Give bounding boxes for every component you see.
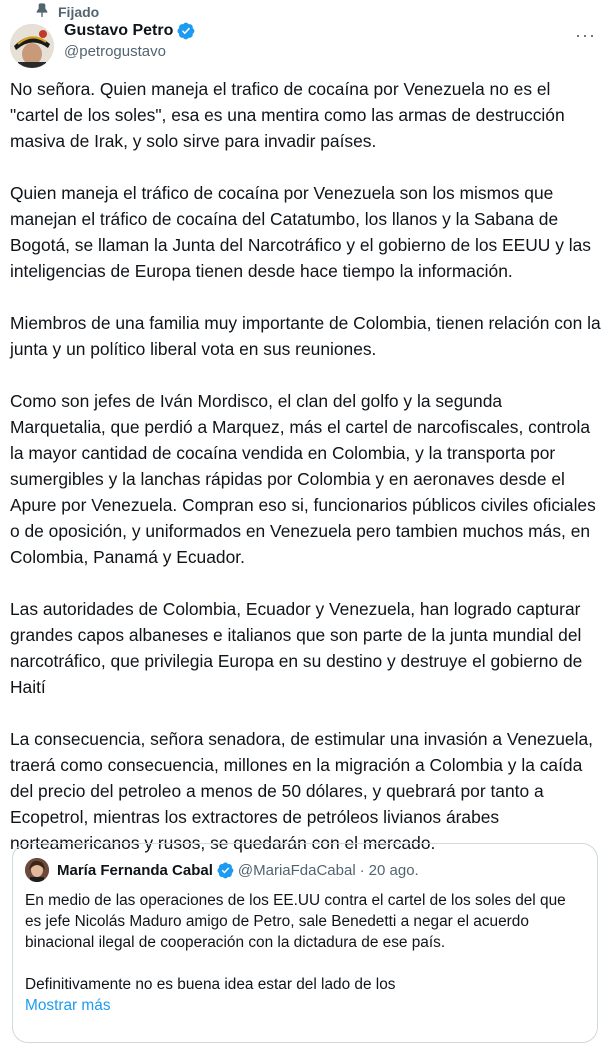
tweet-text [10, 76, 602, 882]
quoted-tweet-text [25, 890, 585, 1016]
author-info [64, 22, 195, 60]
show-more-link[interactable]: Mostrar más [25, 997, 111, 1014]
quoted-author-handle[interactable]: @MariaFdaCabal [237, 861, 356, 879]
quoted-author-name[interactable]: María Fernanda Cabal [57, 861, 213, 879]
tweet-paragraph: Como son jefes de Iván Mordisco, el clan del golfo y la segunda Marquetalia, que perdió a Marquez, más el cartel de narcofiscales, controla la mayor cantidad de cocaína vendida en Colombia, y la transporta por sumergibles y la lanchas rápidas por Colombia y en aeronaves desde el Apure por Venezuela. Compran eso si, funcionarios públicos civiles oficiales o de oposición, y uniformados en Venezuela pero tambien muchos más, en Colombia, Panamá y Ecuador. [10, 391, 596, 567]
separator-dot: · [359, 861, 365, 879]
quoted-tweet-header [25, 858, 585, 882]
verified-badge-icon [217, 862, 234, 879]
more-options-icon[interactable]: ··· [575, 25, 596, 45]
tweet-paragraph: No señora. Quien maneja el trafico de cocaína por Venezuela no es el "cartel de los soles", esa es una mentira como las armas de destrucción masiva de Irak, y solo sirve para invadir países. [10, 79, 565, 151]
pinned-label: Fijado [58, 3, 100, 20]
quoted-paragraph: En medio de las operaciones de los EE.UU contra el cartel de los soles del que es jefe Nicolás Maduro amigo de Petro, sale Benedetti a negar el acuerdo binacional ilegal de cooperación con la dictadura de ese país. [25, 892, 566, 951]
tweet-paragraph: Miembros de una familia muy importante de Colombia, tienen relación con la junta y un político liberal vota en sus reuniones. [10, 313, 601, 359]
verified-badge-icon[interactable] [177, 22, 195, 40]
quoted-author-avatar[interactable] [25, 858, 49, 882]
author-name[interactable]: Gustavo Petro [64, 22, 174, 39]
author-avatar[interactable] [10, 24, 54, 68]
pinned-indicator [34, 2, 99, 21]
tweet-paragraph: La consecuencia, señora senadora, de estimular una invasión a Venezuela, traerá como consecuencia, millones en la migración a Colombia y la caída del precio del petroleo a menos de 50 dólares, y quebrará por tanto a Ecopetrol, mientras los extractores de petróleos livianos árabes norteamericanos y rusos, se quedarán con el mercado. [10, 729, 593, 853]
tweet-paragraph: Las autoridades de Colombia, Ecuador y Venezuela, han logrado capturar grandes capos albaneses e italianos que son parte de la junta mundial del narcotráfico, que privilegia Europa en su destino y destruye el gobierno de Haití [10, 599, 583, 697]
pin-icon [34, 2, 50, 21]
quoted-tweet[interactable] [12, 843, 598, 1043]
author-handle[interactable]: @petrogustavo [64, 43, 166, 60]
quoted-paragraph: Definitivamente no es buena idea estar del lado de los [25, 976, 396, 993]
quoted-tweet-date[interactable]: 20 ago. [368, 861, 419, 879]
tweet-paragraph: Quien maneja el tráfico de cocaína por Venezuela son los mismos que manejan el tráfico de cocaína del Catatumbo, los llanos y la Sabana de Bogotá, se llaman la Junta del Narcotráfico y el gobierno de los EEUU y las inteligencias de Europa tienen desde hace tiempo la información. [10, 183, 591, 281]
